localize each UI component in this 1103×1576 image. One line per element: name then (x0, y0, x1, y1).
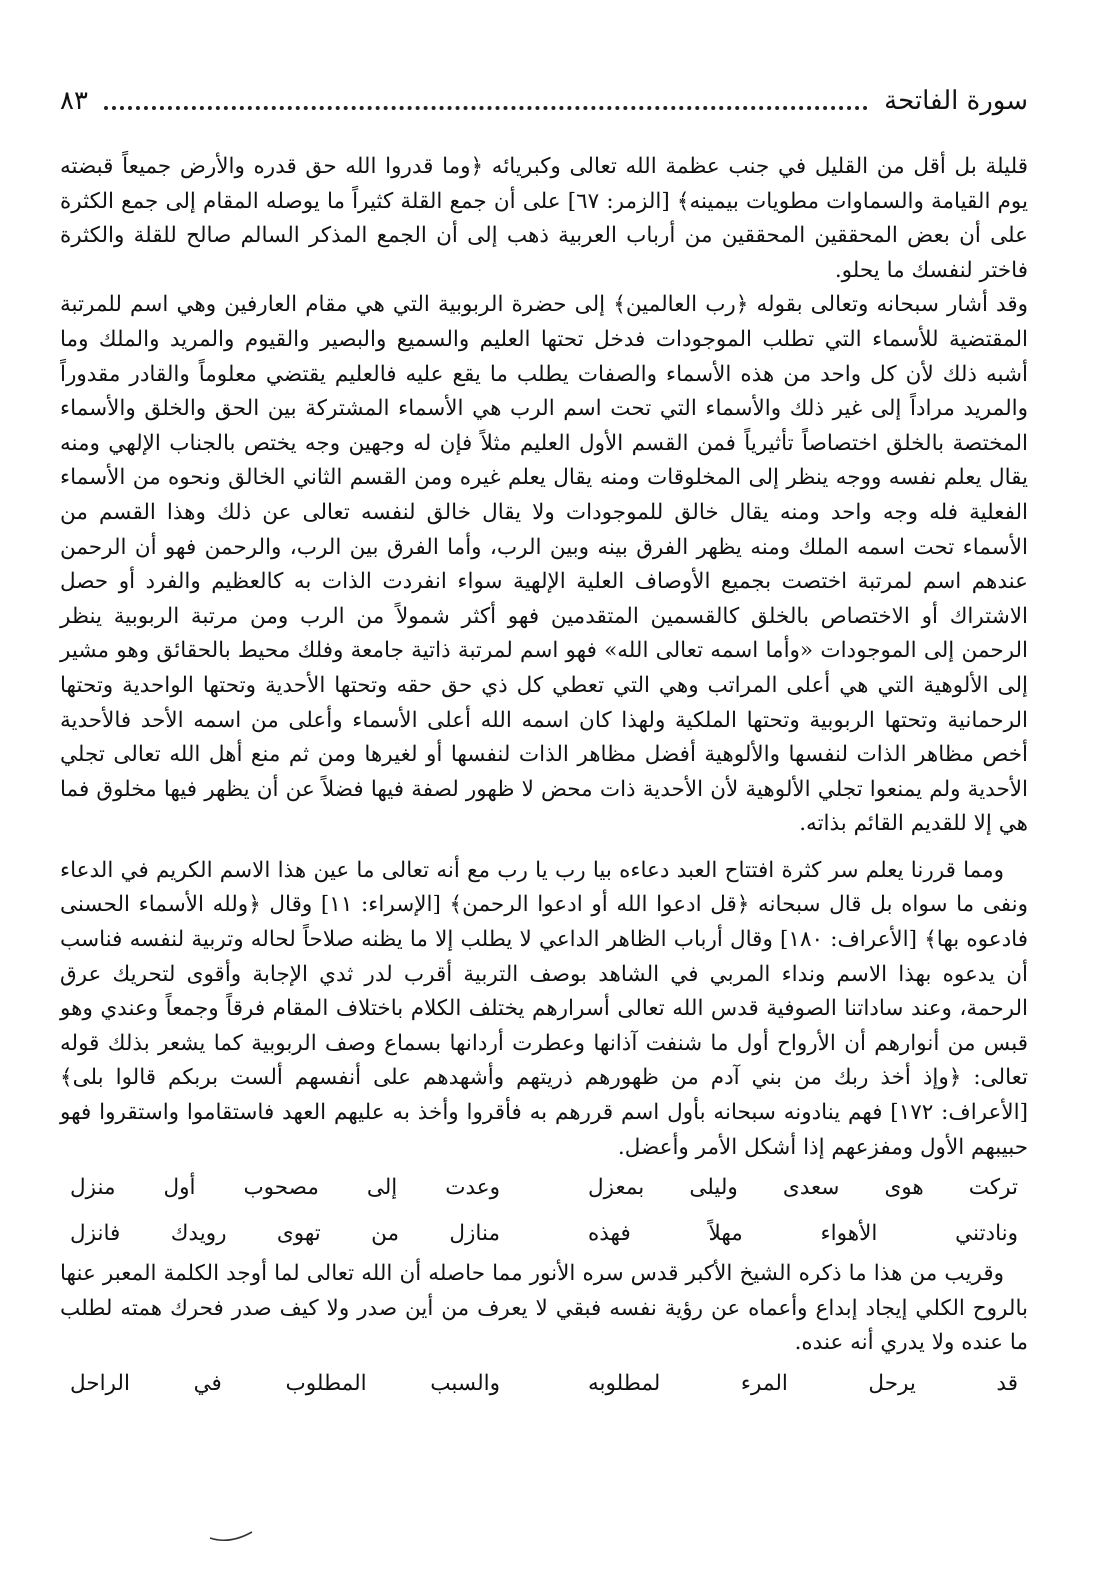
ink-mark (208, 1524, 256, 1544)
poem-verses-2 (60, 1361, 1028, 1407)
poem-verses-1 (60, 1165, 1028, 1257)
verse-line (60, 1165, 1028, 1211)
verse-line (60, 1361, 1028, 1407)
verse-first-hemistich: قد يرحل المرء لمطلوبه (588, 1370, 1018, 1396)
verse-first-hemistich: تركت هوى سعدى وليلى بمعزل (588, 1174, 1018, 1200)
verse-first-hemistich: ونادتني الأهواء مهلاً فهذه (588, 1220, 1018, 1246)
chapter-title: سورة الفاتحة (884, 86, 1028, 116)
body-text (60, 150, 1028, 1407)
verse-second-hemistich: منازل من تهوى رويدك فانزل (70, 1220, 500, 1246)
paragraph-2: وقد أشار سبحانه وتعالى بقوله ﴿رب العالمين﴾ إلى حضرة الربوبية التي هي مقام العارفين وهي اسم للمرتبة المقتضية للأسماء التي تطلب الموجودات فدخل تحتها العليم والسميع والبصير والقيوم والمريد والملك وما أشبه ذلك لأن كل واحد من هذه الأسماء والصفات يطلب ما يقع عليه فالعليم يقتضي معلوماً والقادر مقدوراً والمريد مراداً إلى غير ذلك والأسماء التي تحت اسم الرب هي الأسماء المشتركة بين الحق والخلق والأسماء المختصة بالخلق اختصاصاً تأثيرياً فمن القسم الأول العليم مثلاً فإن له وجهين وجه يختص بالجناب الإلهي ومنه يقال يعلم نفسه ووجه ينظر إلى المخلوقات ومنه يقال يعلم غيره ومن القسم الثاني الخالق ونحوه من الأسماء الفعلية فله وجه واحد ومنه يقال خالق للموجودات ولا يقال خالق لنفسه تعالى عن ذلك وهذا القسم من الأسماء تحت اسمه الملك ومنه يظهر الفرق بينه وبين الرب، وأما الفرق بين الرب، والرحمن فهو أن الرحمن عندهم اسم لمرتبة اختصت بجميع الأوصاف العلية الإلهية سواء انفردت الذات به كالعظيم والفرد أو حصل الاشتراك أو الاختصاص بالخلق كالقسمين المتقدمين فهو أكثر شمولاً من الرب ومن مرتبة الربوبية ينظر الرحمن إلى الموجودات «وأما اسمه تعالى الله» فهو اسم لمرتبة ذاتية جامعة وفلك محيط بالحقائق وهو مشير إلى الألوهية التي هي أعلى المراتب وهي التي تعطي كل ذي حق حقه وتحتها الأحدية وتحتها الواحدية وتحتها الرحمانية وتحتها الربوبية وتحتها الملكية ولهذا كان اسمه الله أعلى الأسماء وأعلى من اسمه الأحد فالأحدية أخص مظاهر الذات لنفسها والألوهية أفضل مظاهر الذات لنفسها أو لغيرها ومن ثم منع أهل الله تعالى تجلي الأحدية ولم يمنعوا تجلي الألوهية لأن الأحدية ذات محض لا ظهور لصفة فيها فضلاً عن أن يظهر فيها مخلوق فما هي إلا للقديم القائم بذاته. (60, 292, 1028, 837)
running-header (60, 78, 1028, 118)
verse-line (60, 1211, 1028, 1257)
paragraph-4: وقريب من هذا ما ذكره الشيخ الأكبر قدس سره الأنور مما حاصله أن الله تعالى لما أوجد الكلمة المعبر عنها بالروح الكلي إيجاد إبداع وأعماه عن رؤية نفسه فبقي لا يعرف من أين صدر ولا كيف صدر فحرك همته لطلب ما عنده ولا يدري أنه عنده. (60, 1261, 1028, 1356)
page-number: ٨٣ (60, 86, 88, 116)
paragraph-1: قليلة بل أقل من القليل في جنب عظمة الله تعالى وكبريائه ﴿وما قدروا الله حق قدره والأرض جميعاً قبضته يوم القيامة والسماوات مطويات بيمينه﴾ [الزمر: ٦٧] على أن جمع القلة كثيراً ما يوصله المقام إلى جمع الكثرة على أن بعض المحققين المحققين من أرباب العربية ذهب إلى أن الجمع المذكر السالم صالح للقلة والكثرة فاختر لنفسك ما يحلو. (60, 154, 1028, 283)
dot-leader (104, 106, 868, 110)
verse-second-hemistich: والسبب المطلوب في الراحل (70, 1370, 500, 1396)
paragraph-3: ومما قررنا يعلم سر كثرة افتتاح العبد دعاءه بيا رب يا رب مع أنه تعالى ما عين هذا الاسم الكريم في الدعاء ونفى ما سواه بل قال سبحانه ﴿قل ادعوا الله أو ادعوا الرحمن﴾ [الإسراء: ١١] وقال ﴿ولله الأسماء الحسنى فادعوه بها﴾ [الأعراف: ١٨٠] وقال أرباب الظاهر الداعي لا يطلب إلا ما يظنه صلاحاً لحاله وتربية لنفسه فناسب أن يدعوه بهذا الاسم ونداء المربي في الشاهد بوصف التربية أقرب لدر ثدي الإجابة وأقوى لتحريك عرق الرحمة، وعند ساداتنا الصوفية قدس الله تعالى أسرارهم يختلف الكلام باختلاف المقام فرقاً وجمعاً وعندي وهو قبس من أنوارهم أن الأرواح أول ما شنفت آذانها وعطرت أردانها بسماع وصف الربوبية كما يشعر بذلك قوله تعالى: ﴿وإذ أخذ ربك من بني آدم من ظهورهم ذريتهم وأشهدهم على أنفسهم ألست بربكم قالوا بلى﴾ [الأعراف: ١٧٢] فهم ينادونه سبحانه بأول اسم قررهم به فأقروا وأخذ به عليهم العهد فاستقاموا واستقروا فهو حبيبهم الأول ومفزعهم إذا أشكل الأمر وأعضل. (60, 857, 1028, 1160)
verse-second-hemistich: وعدت إلى مصحوب أول منزل (70, 1174, 500, 1200)
